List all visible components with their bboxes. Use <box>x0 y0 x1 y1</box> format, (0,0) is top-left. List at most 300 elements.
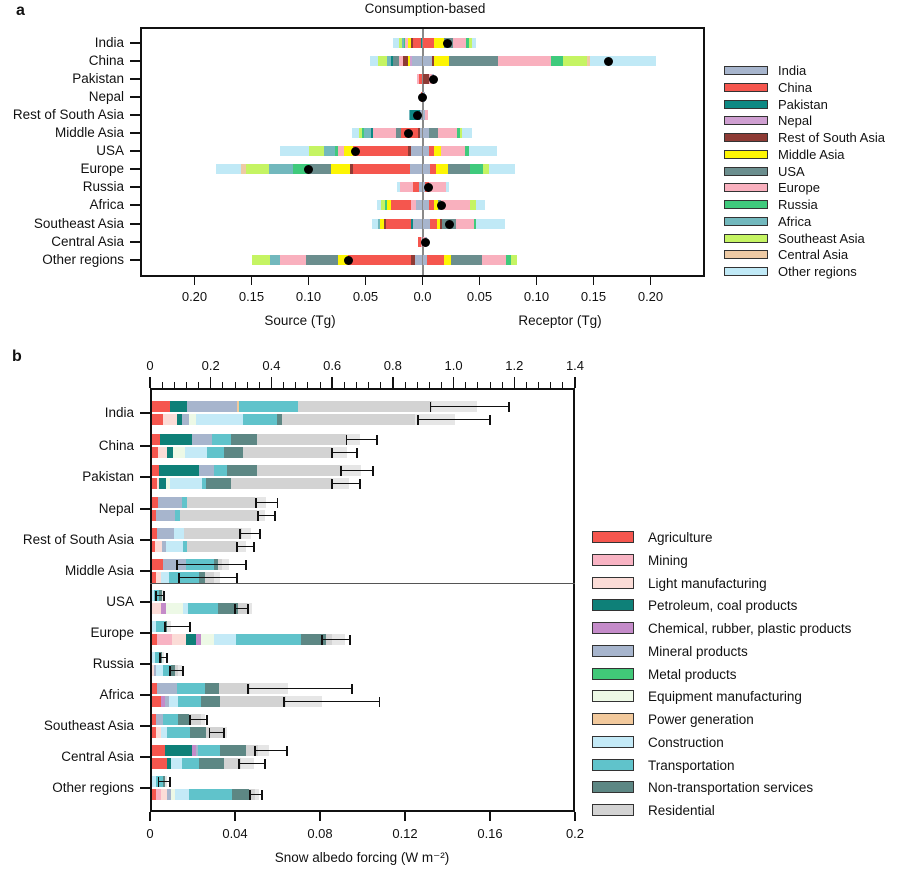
sector-segment-CO <box>175 789 188 800</box>
legend-a-label-EU: Europe <box>778 180 820 196</box>
region-tick <box>130 186 140 188</box>
top-axis-minor-tick <box>162 382 163 388</box>
top-axis-minor-tick <box>502 382 503 388</box>
region-label: Pakistan <box>72 71 124 86</box>
legend-a-swatch-RS <box>724 133 768 142</box>
source-segment-AF <box>364 128 371 138</box>
error-bar-line <box>165 626 191 628</box>
legend-b-swatch-NT <box>592 781 634 793</box>
legend-a-swatch-NP <box>724 116 768 125</box>
top-axis-tick <box>210 377 212 388</box>
source-axis-title: Source (Tg) <box>264 313 336 328</box>
bottom-axis-tick <box>149 812 151 821</box>
error-bar-cap-right <box>372 466 374 476</box>
error-bar-cap-left <box>346 435 348 445</box>
sector-segment-AG <box>152 696 161 707</box>
source-segment-OT <box>352 128 359 138</box>
receptor-segment-EU <box>425 110 428 120</box>
source-segment-AF <box>269 164 293 174</box>
sector-segment-EQ <box>201 634 214 645</box>
sector-segment-CO <box>214 634 236 645</box>
legend-b-swatch-RE <box>592 804 634 816</box>
legend-a-swatch-AF <box>724 217 768 226</box>
region-label: Nepal <box>98 501 134 516</box>
net-dot <box>304 165 313 174</box>
sector-segment-CO <box>174 528 184 539</box>
error-bar-cap-left <box>283 697 285 707</box>
sector-segment-TR <box>182 758 199 769</box>
region-tick <box>140 725 150 727</box>
source-segment-IN <box>415 255 423 265</box>
sector-segment-AG <box>152 414 163 425</box>
error-bar-line <box>235 608 248 610</box>
source-segment-AF <box>270 255 280 265</box>
error-bar-cap-left <box>159 653 161 663</box>
region-tick <box>130 114 140 116</box>
top-axis-minor-tick <box>562 382 563 388</box>
x-axis-tick-label: 0.20 <box>637 289 664 304</box>
error-bar-line <box>237 546 254 548</box>
region-label: Southeast Asia <box>43 718 134 733</box>
legend-b-swatch-LM <box>592 577 634 589</box>
region-tick <box>140 570 150 572</box>
legend-a-label-CN: China <box>778 79 812 95</box>
receptor-segment-US <box>429 128 438 138</box>
region-label: Other regions <box>52 780 134 795</box>
error-bar-line <box>179 577 237 579</box>
region-label: Europe <box>80 161 124 176</box>
sector-segment-TR <box>198 745 219 756</box>
legend-b-label-MI: Mining <box>648 552 688 568</box>
error-bar-cap-left <box>178 573 180 583</box>
receptor-axis-title: Receptor (Tg) <box>518 313 602 328</box>
net-dot <box>404 129 413 138</box>
source-segment-SE <box>378 56 387 66</box>
sector-segment-AG <box>152 559 163 570</box>
x-axis-tick-label: 0.10 <box>523 289 550 304</box>
legend-b-swatch-PG <box>592 713 634 725</box>
top-axis-tick-label: 0 <box>146 358 154 373</box>
region-label: India <box>104 405 134 420</box>
receptor-segment-MA <box>434 56 449 66</box>
source-segment-CN <box>413 38 421 48</box>
error-bar-cap-left <box>249 790 251 800</box>
top-axis-minor-tick <box>344 382 345 388</box>
sector-segment-TR <box>177 683 205 694</box>
legend-b-swatch-EQ <box>592 690 634 702</box>
error-bar-line <box>210 732 225 734</box>
legend-b-label-ME: Metal products <box>648 666 737 682</box>
sector-segment-NT <box>206 478 231 489</box>
x-axis-tick-label: 0.15 <box>238 289 265 304</box>
source-segment-OT <box>216 164 241 174</box>
receptor-segment-OT <box>476 200 485 210</box>
legend-a-label-SE: Southeast Asia <box>778 230 865 246</box>
legend-a-label-AF: Africa <box>778 213 812 229</box>
bottom-axis-tick-label: 0.16 <box>477 826 503 841</box>
top-axis-minor-tick <box>283 382 284 388</box>
region-tick <box>130 259 140 261</box>
error-bar-cap-left <box>417 415 419 425</box>
error-bar-cap-left <box>189 715 191 725</box>
top-axis-minor-tick <box>441 382 442 388</box>
sector-segment-MP <box>199 465 214 476</box>
top-axis-tick-label: 1.2 <box>505 358 524 373</box>
sector-segment-CO <box>196 414 243 425</box>
top-axis-minor-tick <box>465 382 466 388</box>
error-bar-cap-right <box>169 777 171 787</box>
error-bar-cap-right <box>286 746 288 756</box>
region-tick <box>140 694 150 696</box>
source-segment-US <box>306 255 338 265</box>
group-divider-line <box>150 583 575 584</box>
region-tick <box>130 42 140 44</box>
error-bar-line <box>177 564 246 566</box>
legend-a-swatch-EU <box>724 183 768 192</box>
error-bar-cap-right <box>277 498 279 508</box>
receptor-segment-EU <box>441 146 465 156</box>
x-axis-tick-label: 0.20 <box>181 289 208 304</box>
sector-segment-MP <box>182 414 190 425</box>
error-bar-cap-right <box>351 684 353 694</box>
error-bar-cap-right <box>259 529 261 539</box>
sector-segment-CO <box>169 696 178 707</box>
sector-segment-TR <box>243 414 276 425</box>
error-bar-line <box>248 688 352 690</box>
legend-a-swatch-RU <box>724 200 768 209</box>
legend-a-label-MA: Middle Asia <box>778 146 845 162</box>
legend-a-swatch-SE <box>724 234 768 243</box>
receptor-segment-IN <box>423 146 430 156</box>
sector-segment-NT <box>190 727 206 738</box>
sector-segment-NT <box>178 714 190 725</box>
sector-segment-NT <box>199 758 225 769</box>
receptor-segment-IN <box>423 219 431 229</box>
sector-segment-RE <box>219 683 250 694</box>
error-bar-cap-left <box>236 542 238 552</box>
receptor-segment-MA <box>434 146 441 156</box>
bottom-axis-tick <box>319 812 321 821</box>
sector-segment-CO <box>161 572 170 583</box>
region-label: Pakistan <box>82 469 134 484</box>
top-axis-tick <box>574 377 576 388</box>
sector-segment-TR <box>214 465 227 476</box>
legend-a-swatch-CA <box>724 250 768 259</box>
error-bar-line <box>256 502 277 504</box>
error-bar-cap-right <box>166 653 168 663</box>
error-bar-cap-left <box>238 759 240 769</box>
legend-b-swatch-AG <box>592 531 634 543</box>
error-bar-cap-right <box>189 622 191 632</box>
sector-segment-RE <box>257 465 342 476</box>
receptor-segment-IN <box>423 128 430 138</box>
legend-a-label-US: USA <box>778 163 805 179</box>
bottom-axis-tick <box>489 812 491 821</box>
net-dot <box>344 256 353 265</box>
receptor-segment-OT <box>590 56 656 66</box>
receptor-segment-SE <box>563 56 587 66</box>
receptor-segment-EU <box>453 38 466 48</box>
region-tick <box>130 78 140 80</box>
legend-a-swatch-CN <box>724 83 768 92</box>
receptor-segment-US <box>449 56 498 66</box>
error-bar-cap-right <box>206 715 208 725</box>
sector-segment-RE <box>257 434 347 445</box>
error-bar-line <box>284 701 380 703</box>
sector-segment-TR <box>167 727 190 738</box>
top-axis-minor-tick <box>550 382 551 388</box>
sector-segment-MP <box>157 528 174 539</box>
receptor-segment-MA <box>444 255 451 265</box>
net-dot <box>443 39 452 48</box>
top-axis-minor-tick <box>174 382 175 388</box>
error-bar-cap-right <box>274 511 276 521</box>
region-tick <box>130 223 140 225</box>
bottom-axis-tick-label: 0.2 <box>565 826 585 841</box>
receptor-segment-EU <box>498 56 552 66</box>
region-label: Russia <box>92 656 134 671</box>
region-tick <box>130 96 140 98</box>
legend-b-label-CO: Construction <box>648 734 724 750</box>
top-axis-tick-label: 1.0 <box>444 358 463 373</box>
source-segment-CN <box>386 219 411 229</box>
sector-segment-PC <box>165 745 192 756</box>
sector-segment-EQ <box>189 414 196 425</box>
sector-segment-RE <box>220 696 286 707</box>
top-axis-minor-tick <box>295 382 296 388</box>
x-axis-tick-label: 0.10 <box>295 289 322 304</box>
bottom-axis-tick <box>234 812 236 821</box>
source-segment-OT <box>280 146 309 156</box>
top-axis-minor-tick <box>429 382 430 388</box>
top-axis-minor-tick <box>186 382 187 388</box>
region-label: India <box>94 35 124 50</box>
source-segment-MA <box>331 164 349 174</box>
region-tick <box>140 601 150 603</box>
top-axis-minor-tick <box>307 382 308 388</box>
error-bar-cap-left <box>255 498 257 508</box>
bottom-axis-tick-label: 0.08 <box>307 826 333 841</box>
x-axis-tick-label: 0.05 <box>352 289 379 304</box>
sector-segment-MP <box>157 683 177 694</box>
error-bar-cap-right <box>489 415 491 425</box>
top-axis-minor-tick <box>198 382 199 388</box>
region-tick <box>130 132 140 134</box>
net-dot <box>424 183 433 192</box>
x-axis-tick <box>650 277 652 285</box>
receptor-segment-CN <box>427 255 444 265</box>
region-label: Southeast Asia <box>33 216 124 231</box>
top-axis-tick-label: 1.4 <box>565 358 585 373</box>
top-axis-tick-label: 0.2 <box>201 358 220 373</box>
legend-b-swatch-MP <box>592 645 634 657</box>
receptor-segment-OT <box>462 128 471 138</box>
region-tick <box>140 508 150 510</box>
sector-segment-PC <box>159 465 198 476</box>
sector-segment-MP <box>158 497 182 508</box>
legend-a-swatch-IN <box>724 66 768 75</box>
top-axis-minor-tick <box>405 382 406 388</box>
x-axis-tick-label: 0.05 <box>466 289 493 304</box>
sector-segment-RE <box>187 541 237 552</box>
region-label: Middle Asia <box>64 563 134 578</box>
sector-segment-CO <box>185 447 207 458</box>
error-bar-cap-left <box>234 604 236 614</box>
error-bar-cap-right <box>508 402 510 412</box>
legend-a-swatch-OT <box>724 267 768 276</box>
legend-b-label-RE: Residential <box>648 803 715 818</box>
region-tick <box>140 663 150 665</box>
source-segment-EU <box>280 255 306 265</box>
panel-a-letter: a <box>16 2 25 19</box>
error-bar-cap-left <box>247 684 249 694</box>
error-bar-cap-right <box>379 697 381 707</box>
sector-segment-TR <box>236 634 301 645</box>
top-axis-tick-label: 0.8 <box>383 358 402 373</box>
source-segment-IN <box>416 200 423 210</box>
sector-segment-LM <box>163 414 177 425</box>
region-tick <box>140 539 150 541</box>
region-tick <box>140 445 150 447</box>
error-bar-cap-right <box>356 448 358 458</box>
top-axis-minor-tick <box>235 382 236 388</box>
error-bar-cap-left <box>430 402 432 412</box>
legend-b-label-CH: Chemical, rubber, plastic products <box>648 621 852 636</box>
sector-segment-LM <box>152 603 161 614</box>
bottom-axis-tick <box>404 812 406 821</box>
net-dot <box>421 238 430 247</box>
source-segment-EU <box>400 182 414 192</box>
legend-b-label-MP: Mineral products <box>648 643 748 659</box>
x-axis-tick <box>536 277 538 285</box>
legend-b-label-EQ: Equipment manufacturing <box>648 689 802 705</box>
region-label: Other regions <box>42 252 124 267</box>
error-bar-line <box>332 452 357 454</box>
sector-segment-PC <box>160 434 192 445</box>
source-segment-OT <box>370 56 378 66</box>
sector-segment-LM <box>158 447 167 458</box>
source-segment-SE <box>246 164 269 174</box>
top-axis-tick <box>331 377 333 388</box>
sector-segment-CO <box>170 478 202 489</box>
sector-segment-RE <box>243 447 332 458</box>
sector-segment-TR <box>188 603 218 614</box>
error-bar-cap-left <box>164 622 166 632</box>
top-axis-minor-tick <box>259 382 260 388</box>
sector-segment-CO <box>171 758 182 769</box>
top-axis-tick <box>392 377 394 388</box>
sector-segment-MI <box>157 634 172 645</box>
region-label: Central Asia <box>51 234 124 249</box>
region-label: China <box>88 53 124 68</box>
sector-segment-TR <box>239 401 298 412</box>
sector-segment-TR <box>189 789 232 800</box>
region-tick <box>140 787 150 789</box>
net-dot <box>429 75 438 84</box>
receptor-segment-CN <box>423 38 434 48</box>
error-bar-cap-left <box>176 560 178 570</box>
legend-b-label-NT: Non-transportation services <box>648 780 814 796</box>
region-label: Central Asia <box>61 749 134 764</box>
x-axis-tick <box>479 277 481 285</box>
error-bar-line <box>255 750 287 752</box>
receptor-segment-RU <box>551 56 562 66</box>
source-segment-IN <box>413 219 422 229</box>
error-bar-line <box>190 719 207 721</box>
top-axis-minor-tick <box>247 382 248 388</box>
x-axis-tick <box>422 277 424 285</box>
receptor-segment-EU <box>438 128 456 138</box>
top-axis-minor-tick <box>356 382 357 388</box>
legend-b-label-TR: Transportation <box>648 757 735 773</box>
receptor-segment-OT <box>446 182 448 192</box>
receptor-segment-EU <box>482 255 506 265</box>
error-bar-line <box>418 419 490 421</box>
legend-a-label-PK: Pakistan <box>778 96 828 112</box>
source-segment-CN <box>348 255 411 265</box>
receptor-segment-RS <box>423 74 430 84</box>
top-axis-tick <box>149 377 151 388</box>
region-tick <box>140 756 150 758</box>
error-bar-line <box>170 670 183 672</box>
error-bar-cap-right <box>245 560 247 570</box>
sector-segment-AG <box>152 465 159 476</box>
sector-segment-MP <box>156 510 175 521</box>
error-bar-cap-left <box>331 479 333 489</box>
sector-segment-RE <box>282 414 414 425</box>
sector-segment-RE <box>231 478 332 489</box>
sector-segment-NT <box>205 683 218 694</box>
region-tick <box>140 476 150 478</box>
net-dot <box>604 57 613 66</box>
region-label: Russia <box>82 179 124 194</box>
bottom-axis-tick-label: 0.04 <box>222 826 248 841</box>
sector-segment-MP <box>192 434 212 445</box>
receptor-segment-OT <box>476 219 505 229</box>
sector-segment-LM <box>172 634 185 645</box>
error-bar-line <box>322 639 350 641</box>
top-axis-tick <box>453 377 455 388</box>
bottom-axis-tick-label: 0 <box>146 826 154 841</box>
receptor-segment-OT <box>469 146 496 156</box>
error-bar-line <box>240 533 260 535</box>
top-axis-minor-tick <box>526 382 527 388</box>
region-tick <box>130 150 140 152</box>
x-axis-tick <box>251 277 253 285</box>
sector-segment-AG <box>152 758 167 769</box>
top-axis-tick-label: 0.6 <box>323 358 342 373</box>
net-dot <box>445 220 454 229</box>
error-bar-cap-left <box>155 591 157 601</box>
error-bar-cap-right <box>236 573 238 583</box>
top-axis-minor-tick <box>490 382 491 388</box>
top-axis-minor-tick <box>417 382 418 388</box>
error-bar-cap-right <box>223 728 225 738</box>
top-axis-minor-tick <box>538 382 539 388</box>
legend-a-label-CA: Central Asia <box>778 247 849 263</box>
net-dot <box>413 111 422 120</box>
sector-segment-MP <box>187 401 237 412</box>
x-axis-tick <box>308 277 310 285</box>
legend-b-swatch-CH <box>592 622 634 634</box>
sector-segment-PC <box>170 401 187 412</box>
top-axis-tick <box>514 377 516 388</box>
error-bar-cap-left <box>239 529 241 539</box>
sector-segment-TR <box>212 434 231 445</box>
error-bar-cap-right <box>261 790 263 800</box>
error-bar-line <box>258 515 275 517</box>
receptor-segment-EU <box>456 219 474 229</box>
